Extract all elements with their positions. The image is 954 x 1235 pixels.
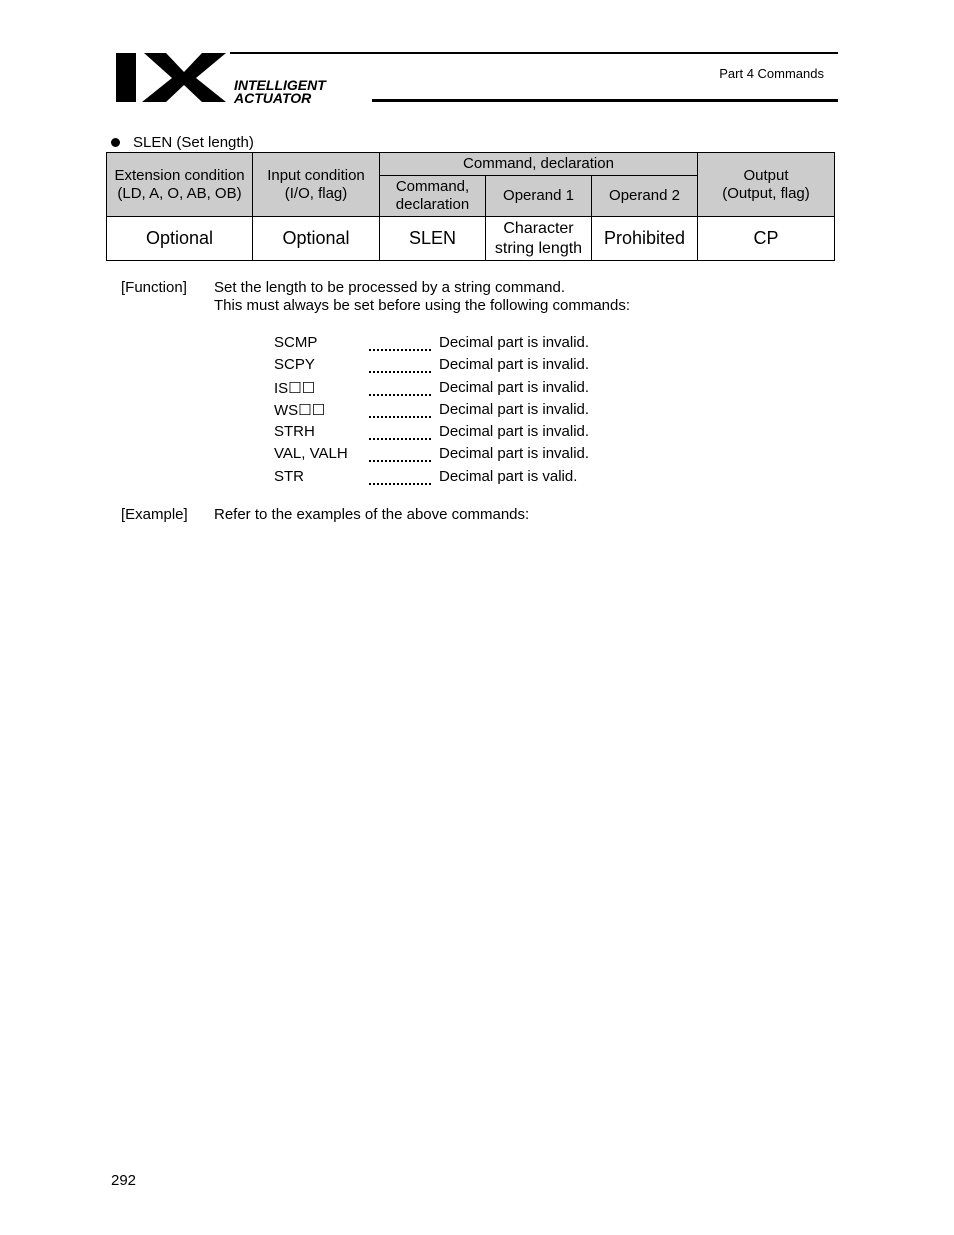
header-operand-2: Operand 2	[592, 176, 698, 217]
header-input-condition: Input condition (I/O, flag)	[253, 153, 380, 217]
header-command-group: Command, declaration	[380, 153, 698, 176]
leader-dots	[369, 460, 431, 462]
cell-command: SLEN	[380, 217, 486, 261]
command-note: Decimal part is invalid.	[439, 423, 590, 441]
section-title: SLEN (Set length)	[133, 134, 254, 151]
header-rule-top	[230, 52, 838, 54]
command-note: Decimal part is invalid.	[439, 378, 590, 396]
logo-line2: ACTUATOR	[234, 90, 312, 106]
logo-line1: INTELLIGENT	[234, 77, 326, 93]
command-name: STR	[274, 467, 304, 485]
header-rule-bottom	[372, 99, 838, 102]
cell-output: CP	[698, 217, 835, 261]
cell-input-condition: Optional	[253, 217, 380, 261]
bullet-icon	[111, 138, 120, 147]
page-number: 292	[111, 1172, 137, 1189]
example-label: [Example]	[121, 506, 188, 523]
command-name: STRH	[274, 423, 315, 441]
command-table	[106, 152, 835, 261]
command-note: Decimal part is invalid.	[439, 400, 590, 418]
header-extension-condition: Extension condition (LD, A, O, AB, OB)	[107, 153, 253, 217]
list-item	[274, 333, 614, 355]
example-text: Refer to the examples of the above commands:	[214, 506, 530, 523]
part-title: Part 4 Commands	[719, 66, 824, 81]
function-line-1: Set the length to be processed by a string command.	[214, 279, 566, 296]
header-operand-1: Operand 1	[486, 176, 592, 217]
cell-operand-2: Prohibited	[592, 217, 698, 261]
function-description	[214, 279, 630, 315]
list-item	[274, 378, 614, 400]
leader-dots	[369, 483, 431, 485]
function-label: [Function]	[121, 279, 187, 296]
list-item	[274, 467, 614, 489]
command-name: IS☐☐	[274, 379, 316, 397]
command-name: SCMP	[274, 334, 318, 351]
leader-dots	[369, 349, 431, 351]
leader-dots	[369, 438, 431, 440]
command-name: WS☐☐	[274, 401, 326, 419]
cell-operand-1: Character string length	[486, 217, 592, 261]
cell-extension-condition: Optional	[107, 217, 253, 261]
command-name: VAL, VALH	[274, 445, 348, 463]
command-list	[274, 333, 614, 489]
header-command-declaration: Command, declaration	[380, 176, 486, 217]
command-note: Decimal part is invalid.	[439, 445, 590, 463]
command-note: Decimal part is invalid.	[439, 356, 590, 374]
list-item	[274, 400, 614, 422]
list-item	[274, 444, 614, 466]
command-name: SCPY	[274, 356, 315, 374]
leader-dots	[369, 394, 431, 396]
leader-dots	[369, 371, 431, 373]
command-note: Decimal part is invalid.	[439, 334, 590, 351]
list-item	[274, 355, 614, 377]
function-line-2: This must always be set before using the following commands:	[214, 297, 631, 314]
command-note: Decimal part is valid.	[439, 467, 578, 485]
intelligent-actuator-logo	[114, 50, 404, 106]
header-output: Output (Output, flag)	[698, 153, 835, 217]
list-item	[274, 422, 614, 444]
leader-dots	[369, 416, 431, 418]
